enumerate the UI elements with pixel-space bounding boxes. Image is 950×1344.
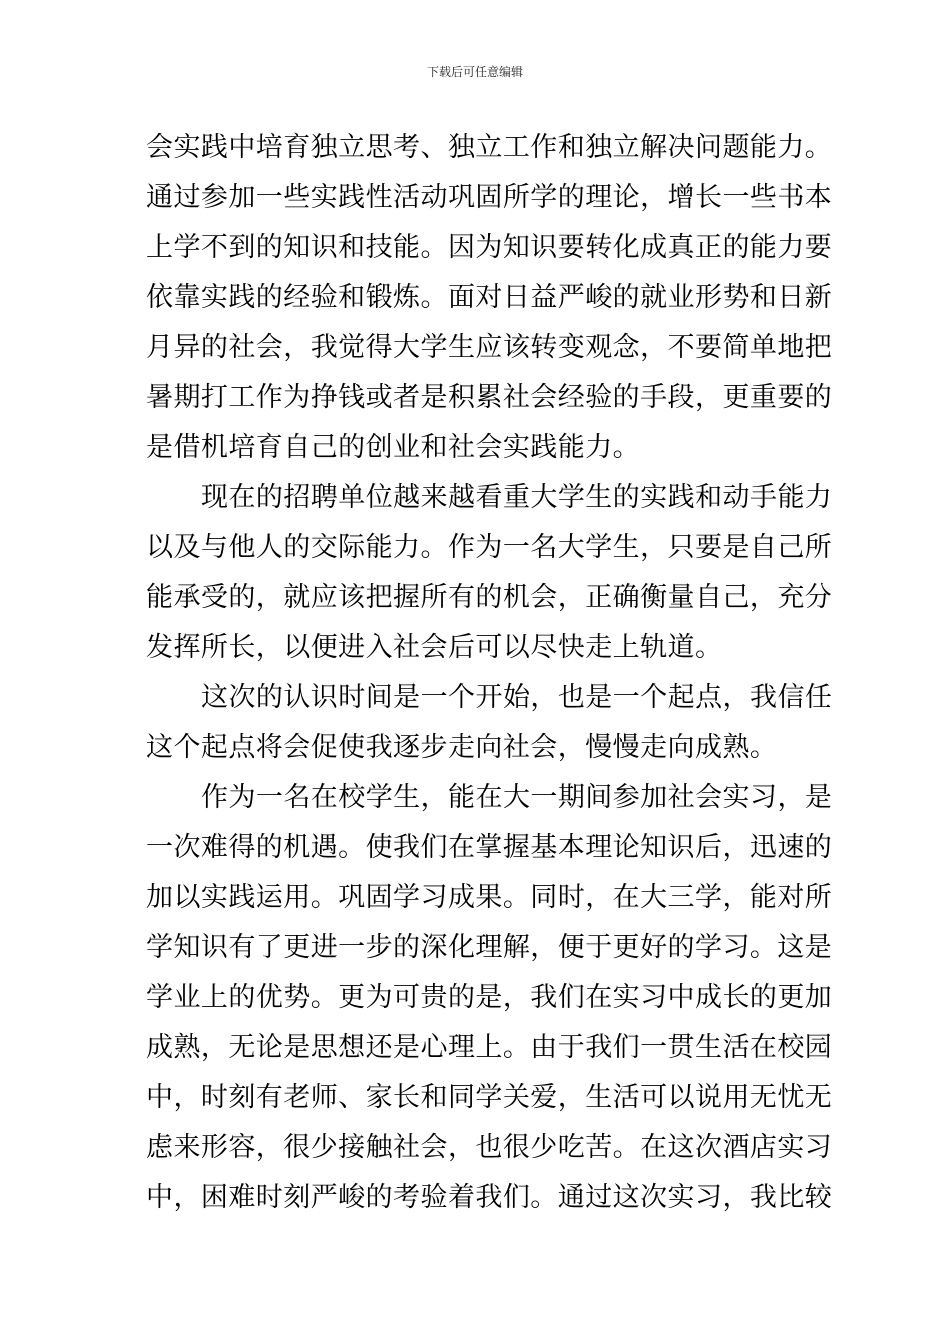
text-line: 作为一名在校学生，能在大一期间参加社会实习，是 <box>201 782 833 813</box>
text-line: 依靠实践的经验和锻炼。面对日益严峻的就业形势和日新 <box>146 282 833 313</box>
text-line: 加以实践运用。巩固学习成果。同时，在大三学，能对所 <box>146 882 833 913</box>
text-line: 中，时刻有老师、家长和同学关爱，生活可以说用无忧无 <box>146 1082 833 1113</box>
document-body <box>146 123 833 1223</box>
text-line: 一次难得的机遇。使我们在掌握基本理论知识后，迅速的 <box>146 832 833 863</box>
text-line: 月异的社会，我觉得大学生应该转变观念，不要简单地把 <box>146 332 833 363</box>
text-line: 暑期打工作为挣钱或者是积累社会经验的手段，更重要的 <box>146 382 833 413</box>
text-line: 学业上的优势。更为可贵的是，我们在实习中成长的更加 <box>146 982 833 1013</box>
text-line: 以及与他人的交际能力。作为一名大学生，只要是自己所 <box>146 532 833 563</box>
text-line: 这次的认识时间是一个开始，也是一个起点，我信任 <box>201 682 833 713</box>
text-line: 虑来形容，很少接触社会，也很少吃苦。在这次酒店实习 <box>146 1132 833 1163</box>
text-line: 是借机培育自己的创业和社会实践能力。 <box>146 432 641 463</box>
text-line: 能承受的，就应该把握所有的机会，正确衡量自己，充分 <box>146 582 833 613</box>
text-line: 学知识有了更进一步的深化理解，便于更好的学习。这是 <box>146 932 833 963</box>
text-line: 会实践中培育独立思考、独立工作和独立解决问题能力。 <box>146 132 833 163</box>
text-line: 发挥所长，以便进入社会后可以尽快走上轨道。 <box>146 632 723 663</box>
text-line: 上学不到的知识和技能。因为知识要转化成真正的能力要 <box>146 232 833 263</box>
text-line: 中，困难时刻严峻的考验着我们。通过这次实习，我比较 <box>146 1182 833 1213</box>
page-header: 下载后可任意编辑 <box>426 65 523 79</box>
text-line: 通过参加一些实践性活动巩固所学的理论，增长一些书本 <box>146 182 833 213</box>
text-line: 这个起点将会促使我逐步走向社会，慢慢走向成熟。 <box>146 732 778 763</box>
text-line: 成熟，无论是思想还是心理上。由于我们一贯生活在校园 <box>146 1032 833 1063</box>
text-line: 现在的招聘单位越来越看重大学生的实践和动手能力 <box>201 482 833 513</box>
